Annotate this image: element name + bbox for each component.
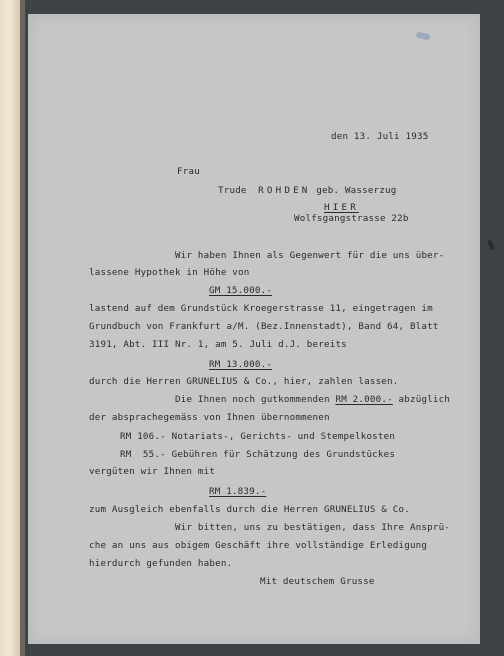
paragraph-2-line-3: vergüten wir Ihnen mit	[89, 466, 216, 477]
paragraph-3-line-2: che an uns aus obigem Geschäft ihre vollständige Erledigung	[89, 540, 428, 551]
paragraph-3-line-1: Wir bitten, uns zu bestätigen, dass Ihre Ansprü-	[175, 522, 451, 533]
salutation-title: Frau	[177, 166, 200, 177]
sticky-tab-mark	[416, 32, 431, 41]
letter-sheet	[28, 14, 480, 644]
cost-item-appraisal: RM 55.- Gebühren für Schätzung des Grundstückes	[120, 449, 396, 460]
ink-mark	[487, 240, 495, 251]
recipient-born-name: geb. Wasserzug	[316, 185, 397, 196]
paragraph-1-line-1: Wir haben Ihnen als Gegenwert für die uns über-	[175, 250, 445, 261]
recipient-line	[218, 185, 397, 196]
recipient-city: HIER	[324, 202, 359, 213]
paragraph-2-text-b: abzüglich	[392, 394, 451, 405]
paragraph-2-line-1	[175, 394, 450, 405]
letter-date: den 13. Juli 1935	[331, 131, 429, 142]
binder-edge	[20, 0, 25, 656]
closing-greeting: Mit deutschem Grusse	[260, 576, 375, 587]
paragraph-1-line-5: 3191, Abt. III Nr. 1, am 5. Juli d.J. bereits	[89, 339, 347, 350]
paragraph-2-line-4: zum Ausgleich ebenfalls durch die Herren GRUNELIUS & Co.	[89, 504, 410, 515]
cost-item-notary: RM 106.- Notariats-, Gerichts- und Stempelkosten	[120, 431, 396, 442]
paragraph-1-line-6: durch die Herren GRUNELIUS & Co., hier, zahlen lassen.	[89, 376, 399, 387]
amount-rm-refund: RM 1.839.-	[209, 486, 267, 497]
amount-gm: GM 15.000.-	[209, 285, 273, 296]
recipient-last-name: ROHDEN	[258, 185, 311, 196]
paragraph-2-text-a: Die Ihnen noch gutkommenden	[175, 394, 336, 405]
recipient-street: Wolfsgangstrasse 22b	[294, 213, 409, 224]
paragraph-1-line-4: Grundbuch von Frankfurt a/M. (Bez.Innenstadt), Band 64, Blatt	[89, 321, 439, 332]
recipient-first-name: Trude	[218, 185, 247, 196]
paragraph-3-line-3: hierdurch gefunden haben.	[89, 558, 233, 569]
amount-rm-remaining: RM 2.000.-	[335, 394, 393, 405]
paragraph-1-line-3: lastend auf dem Grundstück Kroegerstrasse 11, eingetragen im	[89, 303, 433, 314]
paragraph-1-line-2: lassene Hypothek in Höhe von	[89, 267, 250, 278]
amount-rm-paid: RM 13.000.-	[209, 359, 273, 370]
paragraph-2-line-2: der absprachegemäss von Ihnen übernommenen	[89, 412, 330, 423]
